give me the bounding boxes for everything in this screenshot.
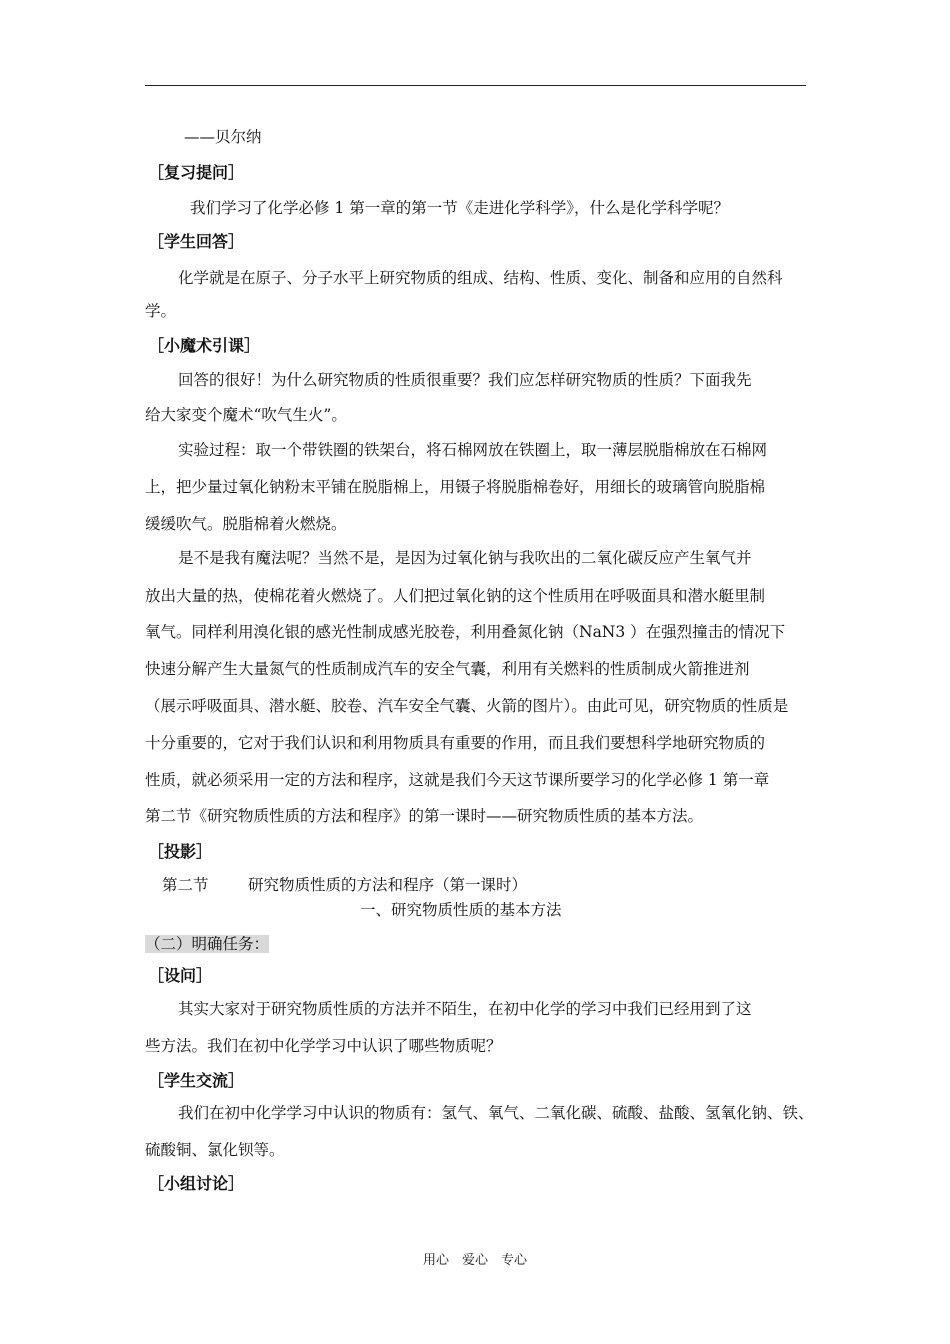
page-footer: 用心 爱心 专心: [422, 1253, 527, 1268]
heading-answer: ［学生回答］: [148, 232, 245, 251]
attribution: ——贝尔纳: [184, 128, 262, 146]
magic-p3-line: 十分重要的，它对于我们认识和利用物质具有重要的作用，而且我们要想科学地研究物质的: [145, 734, 766, 752]
magic-p2-line: 缓缓吹气。脱脂棉着火燃烧。: [145, 515, 347, 533]
review-text: 我们学习了化学必修 1 第一章的第一节《走进化学科学》，什么是化学科学呢？: [190, 199, 729, 217]
projection-section-number: 第二节: [162, 876, 209, 894]
magic-p2-line: 实验过程：取一个带铁圈的铁架台，将石棉网放在铁圈上，取一薄层脱脂棉放在石棉网: [178, 441, 768, 459]
projection-title: 研究物质性质的方法和程序（第一课时）: [248, 876, 528, 894]
heading-group: ［小组讨论］: [148, 1174, 245, 1193]
magic-p3-line: 快速分解产生大量氮气的性质制成汽车的安全气囊，利用有关燃料的性质制成火箭推进剂: [145, 660, 750, 678]
magic-p3-line: 是不是我有魔法呢？当然不是，是因为过氧化钠与我吹出的二氧化碳反应产生氧气并: [178, 549, 752, 567]
question-line: 些方法。我们在初中化学学习中认识了哪些物质呢？: [145, 1037, 502, 1055]
question-line: 其实大家对于研究物质性质的方法并不陌生，在初中化学的学习中我们已经用到了这: [178, 1000, 752, 1018]
magic-p3-line: 放出大量的热，使棉花着火燃烧了。人们把过氧化钠的这个性质用在呼吸面具和潜水艇里制: [145, 587, 766, 605]
exchange-line: 我们在初中化学学习中认识的物质有：氢气、氧气、二氧化碳、硫酸、盐酸、氢氧化钠、铁、: [178, 1104, 814, 1122]
heading-magic: ［小魔术引课］: [148, 336, 261, 355]
magic-p3-line: 性质，就必须采用一定的方法和程序，这就是我们今天这节课所要学习的化学必修 1 第一章: [145, 771, 770, 789]
magic-p3-line: 氧气。同样利用溴化银的感光性制成感光胶卷，利用叠氮化钠（NaN3 ）在强烈撞击的情况下: [145, 623, 786, 641]
magic-p1-line: 给大家变个魔术“吹气生火”。: [145, 406, 347, 424]
magic-p3-line: 第二节《研究物质性质的方法和程序》的第一课时——研究物质性质的基本方法。: [145, 807, 704, 825]
magic-p2-line: 上，把少量过氧化钠粉末平铺在脱脂棉上，用镊子将脱脂棉卷好，用细长的玻璃管向脱脂棉: [145, 478, 766, 496]
magic-p1-line: 回答的很好！为什么研究物质的性质很重要？我们应怎样研究物质的性质？下面我先: [178, 371, 752, 389]
header-rule: [145, 85, 806, 86]
heading-projection: ［投影］: [148, 842, 213, 861]
answer-line: 学。: [145, 302, 177, 320]
magic-p3-line: （展示呼吸面具、潜水艇、胶卷、汽车安全气囊、火箭的图片）。由此可见，研究物质的性质是: [145, 697, 789, 715]
heading-review: ［复习提问］: [148, 163, 245, 182]
heading-question: ［设问］: [148, 966, 213, 985]
exchange-line: 硫酸铜、氯化钡等。: [145, 1141, 285, 1159]
task-label: （二）明确任务：: [145, 935, 270, 953]
answer-line: 化学就是在原子、分子水平上研究物质的组成、结构、性质、变化、制备和应用的自然科: [178, 269, 783, 287]
heading-exchange: ［学生交流］: [148, 1071, 245, 1090]
projection-subtitle: 一、研究物质性质的基本方法: [360, 901, 562, 919]
